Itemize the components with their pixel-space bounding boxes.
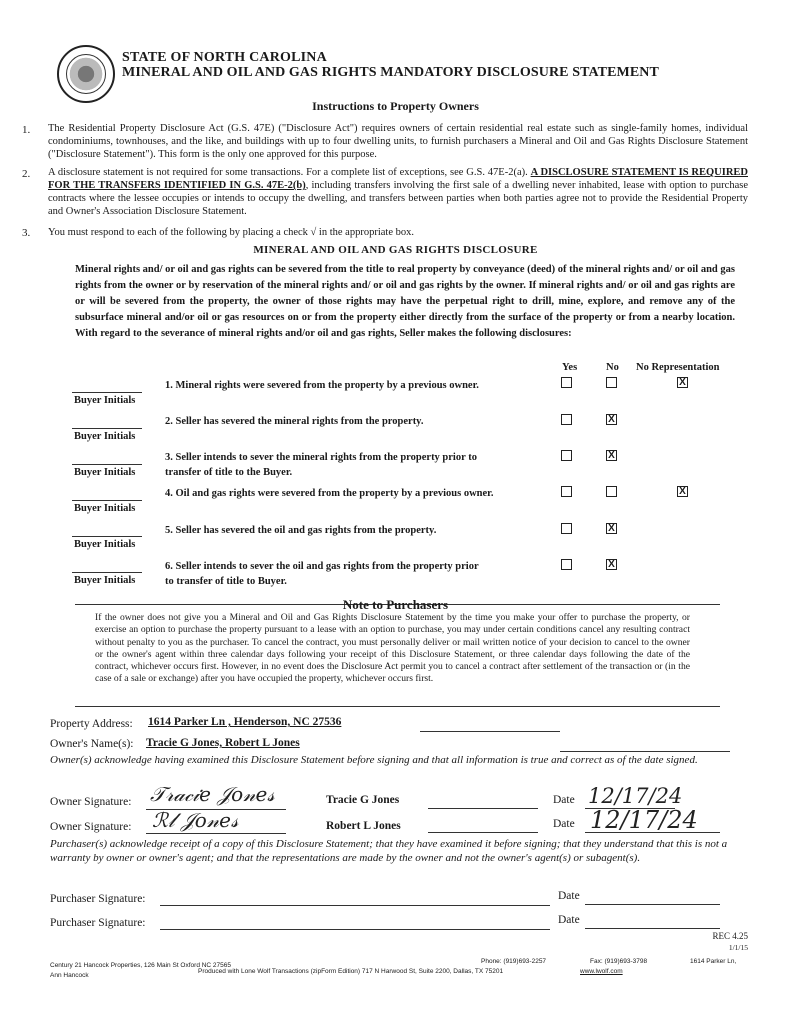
- instruction-number: 3.: [22, 227, 31, 239]
- state-seal: [57, 45, 115, 103]
- no-representation-checkbox[interactable]: [677, 523, 688, 534]
- disclosure-required-notice: A DISCLOSURE STATEMENT IS REQUIRED FOR THE TRANSFERS IDENTIFIED IN G.S. 47E-2(b): [48, 167, 748, 191]
- buyer-initials-label: Buyer Initials: [74, 395, 136, 406]
- no-representation-checkbox[interactable]: X: [677, 486, 688, 497]
- form-code: REC 4.25: [712, 931, 748, 941]
- form-revision: 1/1/15: [728, 943, 748, 952]
- buyer-initials-label: Buyer Initials: [74, 467, 136, 478]
- property-address[interactable]: 1614 Parker Ln , Henderson, NC 27536: [148, 716, 342, 728]
- buyer-initials-label: Buyer Initials: [74, 431, 136, 442]
- purchaser-signature-label: Purchaser Signature:: [50, 917, 146, 929]
- footer-phone: Phone: (919)693-2257: [481, 958, 547, 965]
- no-representation-checkbox[interactable]: [677, 559, 688, 570]
- address-line: [420, 731, 560, 732]
- yes-checkbox[interactable]: [561, 559, 572, 570]
- owner-printed-name: Robert L Jones: [326, 820, 401, 832]
- owners-name[interactable]: Tracie G Jones, Robert L Jones: [146, 737, 300, 749]
- owner-signature-scribble: 𝒯𝓇𝒶𝒸𝒾𝑒 𝒥𝑜𝓃𝑒𝓈: [150, 782, 275, 806]
- owners-label: Owner's Name(s):: [50, 738, 134, 750]
- no-representation-checkbox[interactable]: X: [677, 377, 688, 388]
- buyer-initials-line[interactable]: [72, 392, 142, 393]
- purchaser-date-line[interactable]: [585, 928, 720, 929]
- form-title: MINERAL AND OIL AND GAS RIGHTS MANDATORY DISCLOSURE STATEMENT: [122, 65, 659, 80]
- footer-fax: Fax: (919)693-3798: [590, 958, 648, 965]
- owner-name-line: [428, 832, 538, 833]
- date-label: Date: [558, 890, 580, 902]
- yes-checkbox[interactable]: [561, 523, 572, 534]
- buyer-initials-label: Buyer Initials: [74, 503, 136, 514]
- owner-name-line: [428, 808, 538, 809]
- instructions-title: Instructions to Property Owners: [312, 99, 479, 113]
- note-text: If the owner does not give you a Mineral and Oil and Gas Rights Disclosure Statement by the time you make your offer to purchase the property, or exercise an option to purchase the property pursuant to a lease with an option to purchase, you may under certain conditions cancel any resulting contract without penalty to you as the purchaser. To cancel the contract, you must personally deliver or mail written notice of your decision to cancel to the owner or the owner's agent within three calendar days following your receipt of this Disclosure Statement, or three calendar days following the date of the contract, whichever occurs first. However, in no event does the Disclosure Act permit you to cancel a contract after settlement of the transaction or (in the case of a sale or exchange) after you have occupied the property, whichever occurs first.: [95, 612, 690, 685]
- instruction-1: The Residential Property Disclosure Act (G.S. 47E) ("Disclosure Act") requires owners of certain residential real estate such as single-family homes, individual condominiums, townhouses, and the like, and buildings with up to four dwelling units, to furnish purchasers a Mineral and Oil and Gas Rights Disclosure Statement ("Disclosure Statement"). This form is the only one approved for this purpose.: [48, 123, 748, 160]
- disclosure-item-2: 2. Seller has severed the mineral rights from the property.: [165, 416, 424, 427]
- no-checkbox[interactable]: [606, 377, 617, 388]
- buyer-initials-line[interactable]: [72, 464, 142, 465]
- purchaser-date-line[interactable]: [585, 904, 720, 905]
- owner-signature-scribble: ℛ𝓁 𝒥𝑜𝓃𝑒𝓈: [152, 808, 239, 832]
- footer-file: 1614 Parker Ln,: [690, 958, 737, 965]
- no-representation-checkbox[interactable]: [677, 450, 688, 461]
- buyer-initials-label: Buyer Initials: [74, 539, 136, 550]
- footer-brokerage: Century 21 Hancock Properties, 126 Main St Oxford NC 27565: [50, 962, 232, 969]
- date-label: Date: [553, 794, 575, 806]
- buyer-initials-line[interactable]: [72, 536, 142, 537]
- no-checkbox[interactable]: X: [606, 450, 617, 461]
- no-representation-checkbox[interactable]: [677, 414, 688, 425]
- instruction-2: A disclosure statement is not required for some transactions. For a complete list of exceptions, see G.S. 47E-2(a). A DISCLOSURE STATEMENT IS REQUIRED FOR THE TRANSFERS IDENTIFIED IN G.S. 47E-2(b), including transfers involving the first sale of a dwelling never inhabited, lease with option to purchase contracts where the lessee occupies or intends to occupy the dwelling, and transfers between parties when both parties agree not to provide the Residential Property and Owner's Association Disclosure Statement.: [48, 167, 748, 217]
- purchaser-acknowledgement: Purchaser(s) acknowledge receipt of a copy of this Disclosure Statement; that they have examined it before signing; that they understand that this is not a warranty by owner or owner's agent; and that the representations are made by the owner and not the owner's agent(s) or subagent(s).: [50, 838, 728, 864]
- disclosure-text: Mineral rights and/ or oil and gas rights can be severed from the title to real property by conveyance (deed) of the mineral rights and/ or oil and gas rights from the owner or by reservation of the mineral rights and/ or oil and gas rights by the owner. If mineral rights and/ or oil and gas rights are or will be severed from the property, the owner of those rights may have the perpetual right to drill, mine, explore, and remove any of the subsurface mineral and/or oil or gas resources on or from the property either directly from the surface of the property or from a nearby location. With regard to the severance of mineral rights and/or oil and gas rights, Seller makes the following disclosures:: [75, 264, 735, 339]
- instruction-3: You must respond to each of the following by placing a check √ in the appropriate box.: [48, 227, 414, 238]
- buyer-initials-line[interactable]: [72, 428, 142, 429]
- owner-printed-name: Tracie G Jones: [326, 794, 400, 806]
- no-checkbox[interactable]: X: [606, 559, 617, 570]
- no-checkbox[interactable]: X: [606, 523, 617, 534]
- owners-line: [560, 751, 730, 752]
- disclosure-item-6: 6. Seller intends to sever the oil and gas rights from the property prior to transfer of title to Buyer.: [165, 561, 479, 587]
- buyer-initials-line[interactable]: [72, 572, 142, 573]
- no-checkbox[interactable]: [606, 486, 617, 497]
- yes-checkbox[interactable]: [561, 486, 572, 497]
- yes-checkbox[interactable]: [561, 414, 572, 425]
- purchaser-signature-label: Purchaser Signature:: [50, 893, 146, 905]
- buyer-initials-line[interactable]: [72, 500, 142, 501]
- disclosure-item-1: 1. Mineral rights were severed from the property by a previous owner.: [165, 380, 479, 391]
- instruction-number: 2.: [22, 168, 31, 180]
- owner-signature-label: Owner Signature:: [50, 796, 132, 808]
- column-no-representation: No Representation: [636, 362, 720, 373]
- disclosure-item-5: 5. Seller has severed the oil and gas rights from the property.: [165, 525, 437, 536]
- date-label: Date: [553, 818, 575, 830]
- yes-checkbox[interactable]: [561, 377, 572, 388]
- date-label: Date: [558, 914, 580, 926]
- footer-url[interactable]: www.lwolf.com: [580, 968, 623, 975]
- note-title: Note to Purchasers: [342, 597, 449, 612]
- date-line: [585, 832, 720, 833]
- owner-date[interactable]: 12/17/24: [588, 784, 683, 808]
- purchaser-signature-line[interactable]: [160, 905, 550, 906]
- owner-signature-line[interactable]: [146, 833, 286, 834]
- instruction-number: 1.: [22, 124, 31, 136]
- footer-software: Produced with Lone Wolf Transactions (zipForm Edition) 717 N Harwood St, Suite 2200, Dallas, TX 75201: [198, 968, 504, 975]
- buyer-initials-label: Buyer Initials: [74, 575, 136, 586]
- yes-checkbox[interactable]: [561, 450, 572, 461]
- owner-date[interactable]: 12/17/24: [590, 806, 698, 834]
- disclosure-item-3: 3. Seller intends to sever the mineral rights from the property prior to transfer of title to the Buyer.: [165, 452, 477, 478]
- no-checkbox[interactable]: X: [606, 414, 617, 425]
- disclosure-section-title: MINERAL AND OIL AND GAS RIGHTS DISCLOSURE: [253, 244, 538, 256]
- footer-agent: Ann Hancock: [50, 972, 89, 979]
- disclosure-item-4: 4. Oil and gas rights were severed from the property by a previous owner.: [165, 488, 494, 499]
- purchaser-signature-line[interactable]: [160, 929, 550, 930]
- property-address-label: Property Address:: [50, 718, 133, 730]
- column-no: No: [606, 362, 619, 373]
- column-yes: Yes: [562, 362, 578, 373]
- note-bottom-rule: [75, 706, 720, 707]
- owner-acknowledgement: Owner(s) acknowledge having examined this Disclosure Statement before signing and that all information is true and correct as of the date signed.: [50, 754, 698, 766]
- state-heading: STATE OF NORTH CAROLINA: [122, 50, 327, 65]
- owner-signature-label: Owner Signature:: [50, 821, 132, 833]
